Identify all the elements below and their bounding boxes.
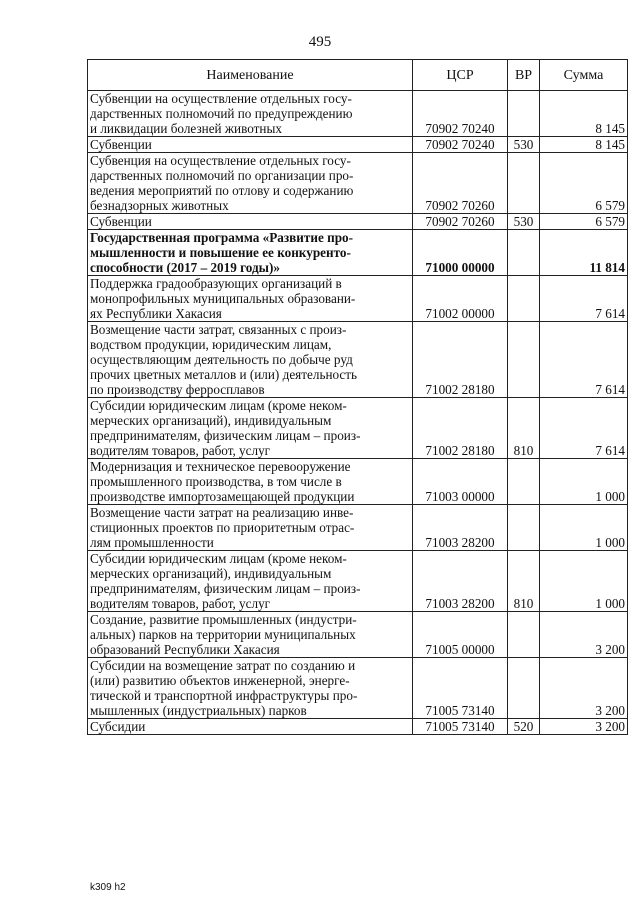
row-name-cell: Поддержка градообразующих организаций в монопрофильных муниципальных образовани- ях Республики Хакасия (88, 276, 413, 322)
footer-code: k309 h2 (90, 882, 126, 893)
table-row (88, 719, 628, 735)
row-csr-cell: 71000 00000 (413, 230, 508, 276)
table-row (88, 398, 628, 459)
row-name-cell: Возмещение части затрат, связанных с произ- водством продукции, юридическим лицам, осуществляющим деятельность по добыче руд прочих цветных металлов и (или) деятельность по производству ферросплавов (88, 322, 413, 398)
header-vr: ВР (508, 60, 540, 91)
row-sum-cell: 7 614 (540, 322, 628, 398)
table-header-row (88, 60, 628, 91)
row-name-cell: Субсидии (88, 719, 413, 735)
row-vr-cell (508, 91, 540, 137)
row-sum-cell: 3 200 (540, 612, 628, 658)
row-csr-cell: 71002 28180 (413, 322, 508, 398)
row-csr-cell: 71005 73140 (413, 658, 508, 719)
table-row (88, 505, 628, 551)
table-row (88, 214, 628, 230)
table-row (88, 551, 628, 612)
row-sum-cell: 7 614 (540, 276, 628, 322)
row-sum-cell: 8 145 (540, 91, 628, 137)
row-sum-cell: 8 145 (540, 137, 628, 153)
row-vr-cell (508, 276, 540, 322)
row-csr-cell: 71005 73140 (413, 719, 508, 735)
table-row (88, 276, 628, 322)
table-row (88, 322, 628, 398)
row-csr-cell: 71002 00000 (413, 276, 508, 322)
row-csr-cell: 71003 28200 (413, 505, 508, 551)
row-vr-cell: 520 (508, 719, 540, 735)
row-vr-cell (508, 658, 540, 719)
row-csr-cell: 70902 70260 (413, 214, 508, 230)
row-csr-cell: 70902 70240 (413, 91, 508, 137)
row-vr-cell: 810 (508, 551, 540, 612)
row-csr-cell: 70902 70240 (413, 137, 508, 153)
row-csr-cell: 71005 00000 (413, 612, 508, 658)
row-vr-cell (508, 322, 540, 398)
row-vr-cell (508, 505, 540, 551)
table-row (88, 612, 628, 658)
row-name-cell: Возмещение части затрат на реализацию инве- стиционных проектов по приоритетным отрас- лям промышленности (88, 505, 413, 551)
row-vr-cell (508, 153, 540, 214)
table-row (88, 91, 628, 137)
row-csr-cell: 71003 00000 (413, 459, 508, 505)
budget-table (87, 59, 628, 735)
table-row (88, 137, 628, 153)
row-sum-cell: 1 000 (540, 505, 628, 551)
row-vr-cell (508, 459, 540, 505)
header-sum: Сумма (540, 60, 628, 91)
row-sum-cell: 6 579 (540, 214, 628, 230)
row-sum-cell: 3 200 (540, 719, 628, 735)
row-name-cell: Субсидии юридическим лицам (кроме неком- мерческих организаций), индивидуальным предпринимателям, физическим лицам – произ- водителям товаров, работ, услуг (88, 551, 413, 612)
row-csr-cell: 71003 28200 (413, 551, 508, 612)
row-sum-cell: 7 614 (540, 398, 628, 459)
row-vr-cell (508, 612, 540, 658)
row-csr-cell: 71002 28180 (413, 398, 508, 459)
row-name-cell: Субсидии юридическим лицам (кроме неком- мерческих организаций), индивидуальным предпринимателям, физическим лицам – произ- водителям товаров, работ, услуг (88, 398, 413, 459)
row-vr-cell: 530 (508, 214, 540, 230)
row-name-cell: Субсидии на возмещение затрат по созданию и (или) развитию объектов инженерной, энерге- тической и транспортной инфраструктуры про- мышленных (индустриальных) парков (88, 658, 413, 719)
table-row (88, 658, 628, 719)
row-sum-cell: 11 814 (540, 230, 628, 276)
row-sum-cell: 6 579 (540, 153, 628, 214)
table-row (88, 459, 628, 505)
row-name-cell: Субвенции (88, 214, 413, 230)
row-name-cell: Субвенция на осуществление отдельных госу- дарственных полномочий по организации про- ведения мероприятий по отлову и содержанию безнадзорных животных (88, 153, 413, 214)
table-row (88, 153, 628, 214)
row-vr-cell: 810 (508, 398, 540, 459)
row-name-cell: Субвенции на осуществление отдельных госу- дарственных полномочий по предупреждению и ликвидации болезней животных (88, 91, 413, 137)
row-name-cell: Субвенции (88, 137, 413, 153)
table-row (88, 230, 628, 276)
row-name-cell: Создание, развитие промышленных (индустри- альных) парков на территории муниципальных образований Республики Хакасия (88, 612, 413, 658)
page-number: 495 (308, 34, 332, 50)
row-sum-cell: 1 000 (540, 459, 628, 505)
row-csr-cell: 70902 70260 (413, 153, 508, 214)
row-sum-cell: 1 000 (540, 551, 628, 612)
row-vr-cell: 530 (508, 137, 540, 153)
row-sum-cell: 3 200 (540, 658, 628, 719)
header-name: Наименование (88, 60, 413, 91)
row-name-cell: Модернизация и техническое перевооружение промышленного производства, в том числе в производстве импортозамещающей продукции (88, 459, 413, 505)
header-csr: ЦСР (413, 60, 508, 91)
row-name-cell: Государственная программа «Развитие про- мышленности и повышение ее конкуренто- способности (2017 – 2019 годы)» (88, 230, 413, 276)
row-vr-cell (508, 230, 540, 276)
